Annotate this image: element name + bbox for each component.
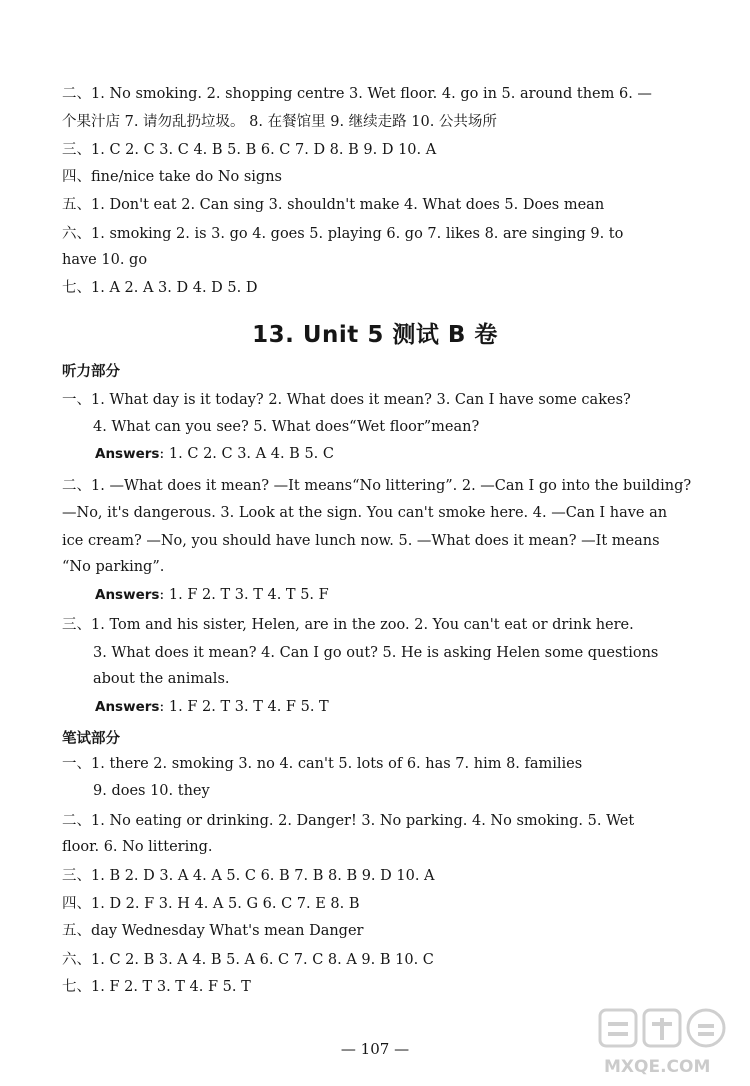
answers-values: : 1. F 2. T 3. T 4. F 5. T (159, 699, 329, 715)
answers-label: Answers (95, 446, 160, 462)
section-title: 13. Unit 5 测试 B 卷 (252, 322, 498, 348)
written-6: 六、1. C 2. B 3. A 4. B 5. A 6. C 7. C 8. A 9. B 10. C (62, 952, 434, 968)
watermark-url: MXQE.COM (604, 1057, 711, 1077)
listening-1-answers (95, 444, 334, 464)
listening-2-answers (95, 585, 329, 605)
prev-line-8: 七、1. A 2. A 3. D 4. D 5. D (62, 280, 258, 296)
answers-label: Answers (95, 699, 160, 715)
listening-2-line-b: —No, it's dangerous. 3. Look at the sign. You can't smoke here. 4. —Can I have an (62, 505, 668, 521)
watermark-logo (594, 1004, 744, 1082)
prev-line-5: 五、1. Don't eat 2. Can sing 3. shouldn't make 4. What does 5. Does mean (62, 197, 605, 213)
written-7: 七、1. F 2. T 3. T 4. F 5. T (62, 979, 251, 995)
prev-line-7: have 10. go (62, 252, 148, 268)
answers-values: : 1. F 2. T 3. T 4. T 5. F (159, 587, 329, 603)
written-5: 五、day Wednesday What's mean Danger (62, 923, 364, 939)
written-2-line-a: 二、1. No eating or drinking. 2. Danger! 3. No parking. 4. No smoking. 5. Wet (62, 813, 635, 829)
answers-label: Answers (95, 587, 160, 603)
page-number: — 107 — (340, 1040, 410, 1058)
answers-values: : 1. C 2. C 3. A 4. B 5. C (159, 446, 334, 462)
listening-3-line-b: 3. What does it mean? 4. Can I go out? 5. He is asking Helen some questions (93, 645, 659, 661)
listening-1-line-a: 一、1. What day is it today? 2. What does it mean? 3. Can I have some cakes? (62, 392, 631, 408)
listening-2-line-d: “No parking”. (62, 559, 165, 575)
prev-line-2: 个果汁店 7. 请勿乱扔垃圾。 8. 在餐馆里 9. 继续走路 10. 公共场所 (62, 114, 497, 130)
listening-1-line-b: 4. What can you see? 5. What does“Wet floor”mean? (93, 419, 480, 435)
written-1-line-b: 9. does 10. they (93, 783, 210, 799)
listening-3-line-a: 三、1. Tom and his sister, Helen, are in the zoo. 2. You can't eat or drink here. (62, 617, 634, 633)
listening-2-line-a: 二、1. —What does it mean? —It means“No littering”. 2. —Can I go into the building? (62, 478, 692, 494)
listening-3-line-c: about the animals. (93, 671, 230, 687)
written-4: 四、1. D 2. F 3. H 4. A 5. G 6. C 7. E 8. B (62, 896, 360, 912)
written-1-line-a: 一、1. there 2. smoking 3. no 4. can't 5. lots of 6. has 7. him 8. families (62, 756, 583, 772)
prev-line-3: 三、1. C 2. C 3. C 4. B 5. B 6. C 7. D 8. B 9. D 10. A (62, 142, 437, 158)
listening-2-line-c: ice cream? —No, you should have lunch now. 5. —What does it mean? —It means (62, 533, 660, 549)
written-2-line-b: floor. 6. No littering. (62, 839, 213, 855)
listening-header: 听力部分 (62, 364, 120, 380)
prev-line-4: 四、fine/nice take do No signs (62, 169, 282, 185)
written-3: 三、1. B 2. D 3. A 4. A 5. C 6. B 7. B 8. B 9. D 10. A (62, 868, 435, 884)
listening-3-answers (95, 697, 329, 717)
prev-line-6: 六、1. smoking 2. is 3. go 4. goes 5. playing 6. go 7. likes 8. are singing 9. to (62, 226, 624, 242)
prev-line-1: 二、1. No smoking. 2. shopping centre 3. Wet floor. 4. go in 5. around them 6. — (62, 86, 652, 102)
written-header: 笔试部分 (62, 731, 120, 747)
